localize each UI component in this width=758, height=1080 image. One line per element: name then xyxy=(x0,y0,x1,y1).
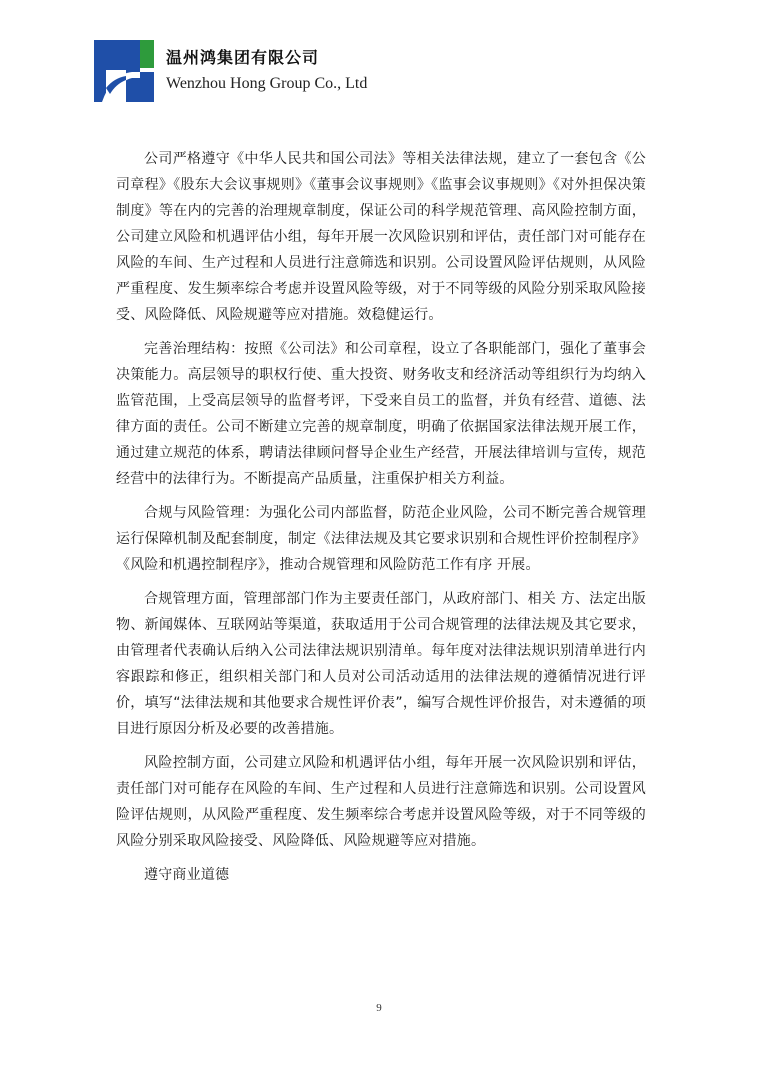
company-name-english: Wenzhou Hong Group Co., Ltd xyxy=(166,75,368,92)
hong-group-logo-icon xyxy=(92,38,156,104)
section-heading-business-ethics: 遵守商业道德 xyxy=(144,867,230,883)
paragraph-governance: 公司严格遵守《中华人民共和国公司法》等相关法律法规，建立了一套包含《公司章程》《股东大会议事规则》《董事会议事规则》《监事会议事规则》《对外担保决策制度》等在内的完善的治理规章制度，保证公司的科学规范管理、高风险控制方面，公司建立风险和机遇评估小组，每年开展一次风险识别和评估，责任部门对可能存在风险的车间、生产过程和人员进行注意筛选和识别。公司设置风险评估规则，从风险严重程度、发生频率综合考虑并设置风险等级，对于不同等级的风险分别采取风险接受、风险降低、风险规避等应对措施。效稳健运行。 xyxy=(116,151,646,323)
page-number: 9 xyxy=(376,1002,382,1014)
document-header xyxy=(92,38,367,104)
document-body xyxy=(116,146,646,888)
paragraph-risk-control: 风险控制方面，公司建立风险和机遇评估小组，每年开展一次风险识别和评估，责任部门对可能存在风险的车间、生产过程和人员进行注意筛选和识别。公司设置风险评估规则，从风险严重程度、发生频率综合考虑并设置风险等级，对于不同等级的风险分别采取风险接受、风险降低、风险规避等应对措施。 xyxy=(116,755,646,849)
paragraph-compliance-risk: 合规与风险管理：为强化公司内部监督，防范企业风险，公司不断完善合规管理运行保障机制及配套制度，制定《法律法规及其它要求识别和合规性评价控制程序》《风险和机遇控制程序》，推动合规管理和风险防范工作有序 开展。 xyxy=(116,505,646,573)
paragraph-compliance-management: 合规管理方面，管理部部门作为主要责任部门，从政府部门、相关 方、法定出版物、新闻媒体、互联网站等渠道，获取适用于公司合规管理的法律法规及其它要求，由管理者代表确认后纳入公司法律法规识别清单。每年度对法律法规识别清单进行内容跟踪和修正，组织相关部门和人员对公司活动适用的法律法规的遵循情况进行评价，填写“法律法规和其他要求合规性评价表”，编写合规性评价报告，对未遵循的项目进行原因分析及必要的改善措施。 xyxy=(116,591,646,737)
paragraph-governance-structure: 完善治理结构：按照《公司法》和公司章程，设立了各职能部门，强化了董事会决策能力。高层领导的职权行使、重大投资、财务收支和经济活动等组织行为均纳入监管范围，上受高层领导的监督考评，下受来自员工的监督，并负有经营、道德、法律方面的责任。公司不断建立完善的规章制度，明确了依据国家法律法规开展工作，通过建立规范的体系，聘请法律顾问督导企业生产经营，开展法律培训与宣传，规范经营中的法律行为。不断提高产品质量，注重保护相关方利益。 xyxy=(116,341,646,487)
company-name-chinese: 温州鸿集团有限公司 xyxy=(166,48,320,67)
